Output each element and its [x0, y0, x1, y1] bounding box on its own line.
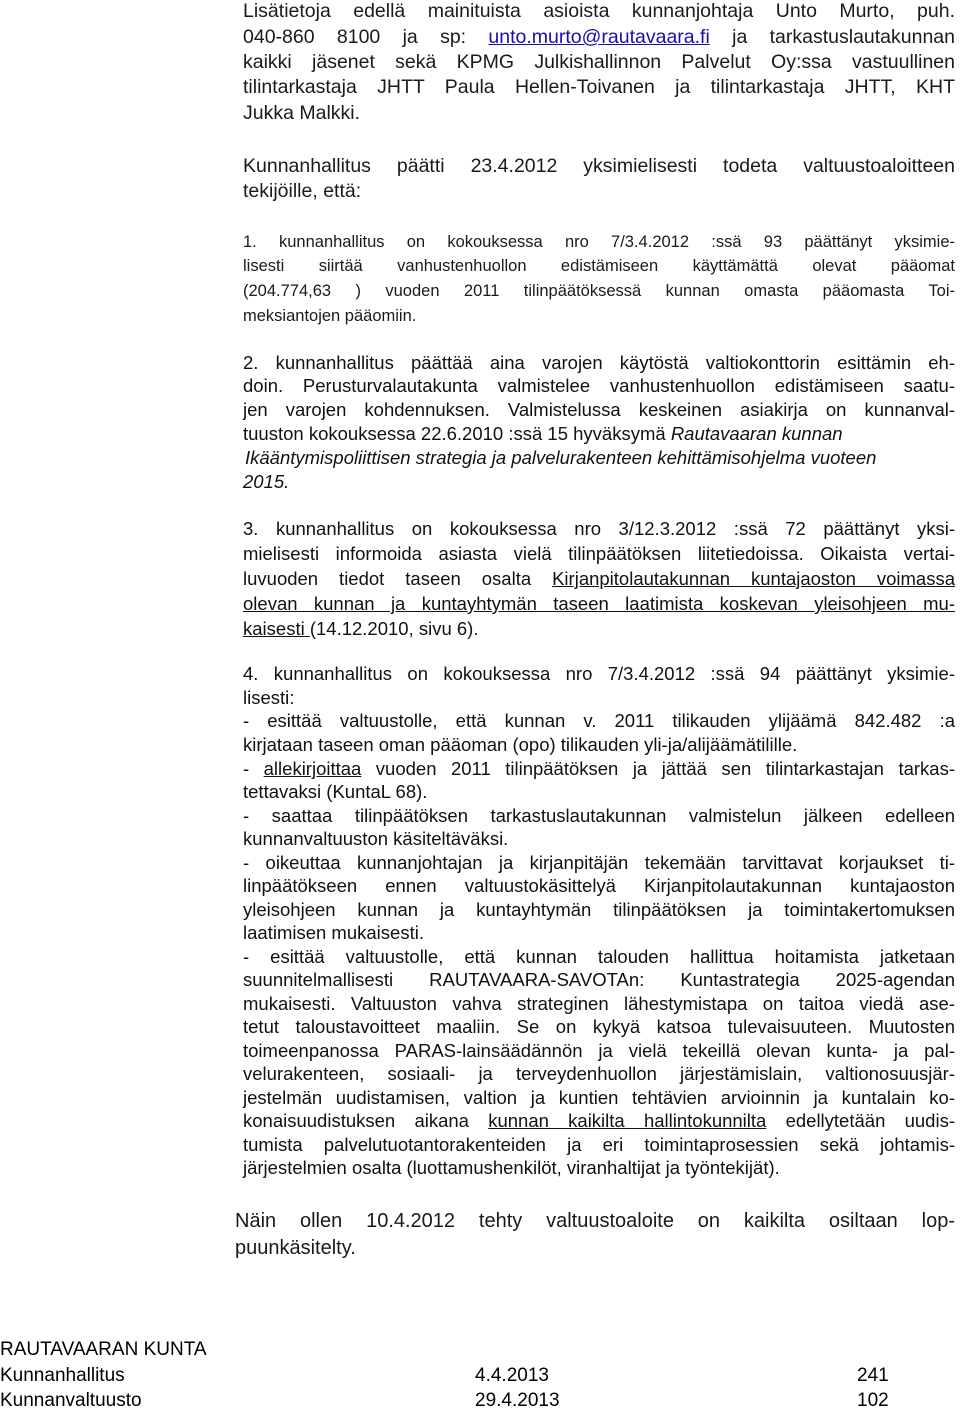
item4-line: laatimisen mukaisesti. — [243, 922, 424, 943]
item4-text: edellytetään uudis- — [766, 1110, 955, 1131]
footer-date: 29.4.2013 — [475, 1390, 560, 1411]
closing-line: puunkäsitelty. — [235, 1237, 356, 1259]
item4-line: tetut taloustavoitteet maaliin. Se on kykyä katsoa tulevaisuuteen. Muutosten — [243, 1016, 955, 1037]
email-link[interactable]: unto.murto@rautavaara.fi — [488, 26, 710, 48]
intro-text: ja tarkastuslautakunnan — [709, 26, 955, 48]
item3-line: 3. kunnanhallitus on kokouksessa nro 3/12.3.2012 :ssä 72 päättänyt yksi- — [243, 518, 955, 539]
item4-line: - saattaa tilinpäätöksen tarkastuslautakunnan valmistelun jälkeen edelleen — [243, 805, 955, 826]
item4-line: mukaisesti. Valtuuston vahva strateginen lähestymistapa on taitoa viedä ase- — [243, 993, 955, 1014]
intro-line: Lisätietoja edellä mainituista asioista kunnanjohtaja Unto Murto, puh. — [243, 0, 955, 22]
footer-organization: RAUTAVAARAN KUNTA — [0, 1339, 207, 1360]
item1-line: meksiantojen pääomiin. — [243, 307, 417, 325]
item4-line: tumista palvelutuotantorakenteiden ja eri toimintaprosessien sekä johtamis- — [243, 1134, 955, 1155]
footer-date: 4.4.2013 — [475, 1365, 549, 1386]
item3-text: luvuoden tiedot taseen osalta — [243, 568, 553, 589]
strategy-title: Rautavaaran kunnan — [670, 423, 843, 444]
footer-number: 241 — [857, 1365, 889, 1386]
item4-line: 4. kunnanhallitus on kokouksessa nro 7/3.4.2012 :ssä 94 päättänyt yksimie- — [243, 663, 955, 684]
item4-line: kunnanvaltuuston käsiteltäväksi. — [243, 828, 509, 849]
item2-text: tuuston kokouksessa 22.6.2010 :ssä 15 hyväksymä — [243, 423, 671, 444]
item4-text: - — [243, 758, 264, 779]
item4-line: lisesti: — [243, 687, 295, 708]
item4-line: toimeenpanossa PARAS-lainsäädännön ja vielä tekeillä olevan kunta- ja pal- — [243, 1040, 955, 1061]
underlined-term: allekirjoittaa — [263, 758, 362, 779]
intro-text: 040-860 8100 ja sp: — [243, 26, 489, 48]
item2-line — [243, 425, 843, 444]
underlined-reference: Kirjanpitolautakunnan kuntajaoston voimassa — [552, 568, 955, 589]
intro-line: Jukka Malkki. — [243, 102, 361, 124]
strategy-title: Ikääntymispoliittisen strategia ja palvelurakenteen kehittämisohjelma vuoteen — [245, 447, 877, 468]
intro-line — [243, 28, 955, 48]
item4-line: - oikeuttaa kunnanjohtajan ja kirjanpitäjän tekemään tarvittavat korjaukset ti- — [243, 852, 955, 873]
item4-line: tettavaksi (KuntaL 68). — [243, 781, 428, 802]
intro-line: kaikki jäsenet sekä KPMG Julkishallinnon Palvelut Oy:ssa vastuullinen — [243, 51, 955, 73]
closing-line: Näin ollen 10.4.2012 tehty valtuustoaloite on kaikilta osiltaan lop- — [235, 1210, 955, 1232]
footer-number: 102 — [857, 1390, 889, 1411]
item1-line: (204.774,63 ) vuoden 2011 tilinpäätöksessä kunnan omasta pääomasta Toi- — [243, 282, 955, 300]
item4-line — [243, 1112, 955, 1131]
item4-text: vuoden 2011 tilinpäätöksen ja jättää sen tilintarkastajan tarkas- — [361, 758, 955, 779]
intro-line: tilintarkastaja JHTT Paula Hellen-Toivanen ja tilintarkastaja JHTT, KHT — [243, 76, 955, 98]
decision-line: Kunnanhallitus päätti 23.4.2012 yksimielisesti todeta valtuustoaloitteen — [243, 155, 955, 177]
item1-line: 1. kunnanhallitus on kokouksessa nro 7/3.4.2012 :ssä 93 päättänyt yksimie- — [243, 233, 955, 251]
item4-line: - esittää valtuustolle, että kunnan v. 2011 tilikauden ylijäämä 842.482 :a — [243, 710, 955, 731]
item4-line — [243, 760, 955, 779]
item3-text: (14.12.2010, sivu 6). — [309, 618, 479, 639]
underlined-term: kunnan kaikilta hallintokunnilta — [488, 1110, 767, 1131]
item4-line: suunnitelmallisesti RAUTAVAARA-SAVOTAn: Kuntastrategia 2025-agendan — [243, 969, 955, 990]
item3-line: mielisesti informoida asiasta vielä tilinpäätöksen liitetiedoissa. Oikaista vertai- — [243, 543, 955, 564]
item3-line — [243, 620, 479, 639]
underlined-reference: kaisesti — [243, 618, 310, 639]
strategy-title: 2015. — [243, 471, 290, 492]
item4-text: konaisuudistuksen aikana — [243, 1110, 489, 1131]
item1-line: lisesti siirtää vanhustenhuollon edistämiseen käyttämättä olevat pääomat — [243, 257, 955, 275]
footer-body: Kunnanhallitus — [0, 1365, 125, 1386]
item4-line: kirjataan taseen oman pääoman (opo) tilikauden yli-ja/alijäämätilille. — [243, 734, 798, 755]
footer-body: Kunnanvaltuusto — [0, 1390, 142, 1411]
item4-line: yleisohjeen kunnan ja kuntayhtymän tilinpäätöksen ja toimintakertomuksen — [243, 899, 955, 920]
item3-line — [243, 570, 955, 589]
decision-line: tekijöille, että: — [243, 180, 362, 202]
item4-line: järjestelmien osalta (luottamushenkilöt, viranhaltijat ja työntekijät). — [243, 1157, 780, 1178]
item2-line: doin. Perusturvalautakunta valmistelee vanhustenhuollon edistämiseen saatu- — [243, 375, 955, 396]
item2-line: 2. kunnanhallitus päättää aina varojen käytöstä valtiokonttorin esittämin eh- — [243, 352, 955, 373]
item4-line: velurakenteen, sosiaali- ja terveydenhuollon järjestämislain, valtionosuusjär- — [243, 1063, 955, 1084]
item4-line: jestelmän uudistamisen, valtion ja kuntien tehtävien arvioinnin ja kuntalain ko- — [243, 1087, 955, 1108]
item4-line: - esittää valtuustolle, että kunnan talouden hallittua hoitamista jatketaan — [243, 946, 955, 967]
underlined-reference: olevan kunnan ja kuntayhtymän taseen laatimista koskevan yleisohjeen mu- — [243, 593, 955, 614]
item4-line: linpäätökseen ennen valtuustokäsittelyä Kirjanpitolautakunnan kuntajaoston — [243, 875, 955, 896]
item2-line: jen varojen kohdennuksen. Valmistelussa keskeinen asiakirja on kunnanval- — [243, 399, 955, 420]
